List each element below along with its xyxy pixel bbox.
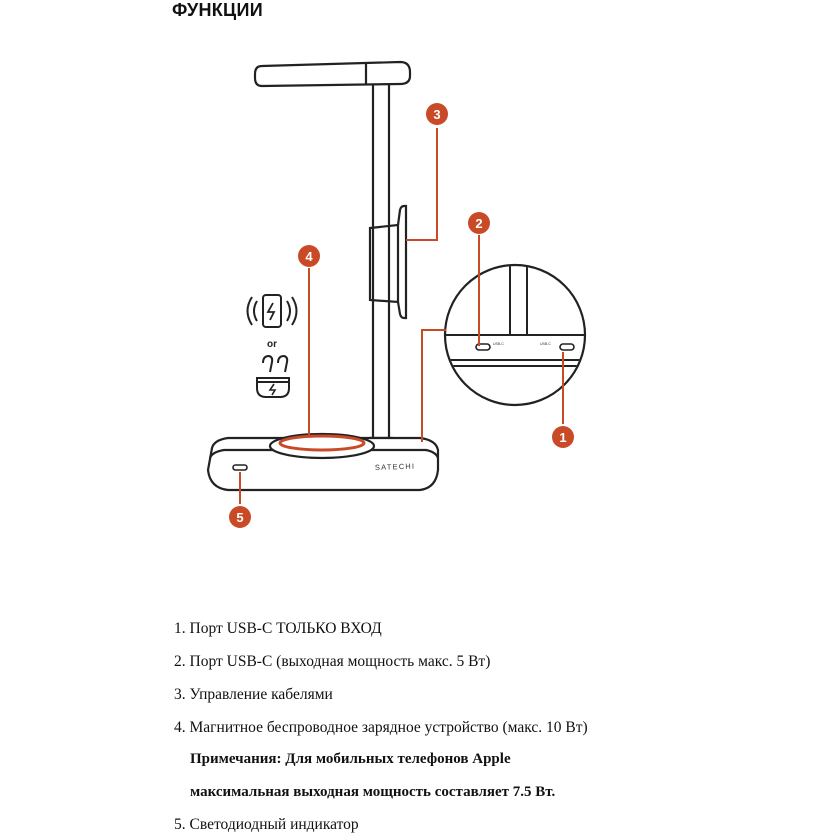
- svg-text:1: 1: [559, 430, 567, 445]
- callout-5: [229, 506, 251, 528]
- callout-2: [468, 212, 490, 234]
- list-item: [174, 653, 490, 671]
- list-number: 3.: [174, 686, 186, 703]
- list-item: [174, 686, 333, 704]
- list-text: Магнитное беспроводное зарядное устройство (макс. 10 Вт): [189, 719, 588, 736]
- list-text: Порт USB-C ТОЛЬКО ВХОД: [189, 620, 382, 637]
- svg-text:2: 2: [475, 216, 483, 231]
- list-number: 2.: [174, 653, 186, 670]
- list-text: Светодиодный индикатор: [189, 816, 359, 833]
- brand-label: SATECHI: [374, 461, 416, 472]
- note-line-1: Примечания: Для мобильных телефонов Apple: [190, 751, 511, 767]
- callout-1: [552, 426, 574, 448]
- callout-4: [298, 245, 320, 267]
- svg-text:5: 5: [236, 510, 244, 525]
- zoom-leader-line: [422, 330, 446, 442]
- stand-pole: [370, 84, 392, 444]
- list-item: [174, 719, 588, 737]
- port-input-label: USB-C: [540, 342, 551, 346]
- port-output-label: USB-C: [493, 342, 504, 346]
- list-item: [174, 816, 359, 834]
- list-number: 4.: [174, 719, 186, 736]
- list-text: Порт USB-C (выходная мощность макс. 5 Вт): [189, 653, 491, 670]
- page-title: ФУНКЦИИ: [172, 0, 263, 20]
- list-text: Управление кабелями: [189, 686, 333, 703]
- earbuds-case-icon: [257, 356, 289, 397]
- svg-text:4: 4: [305, 249, 313, 264]
- list-item: [174, 620, 382, 638]
- note-line-2: максимальная выходная мощность составляет 7.5 Вт.: [190, 784, 556, 800]
- list-number: 1.: [174, 620, 186, 637]
- or-label: or: [267, 339, 277, 350]
- svg-text:3: 3: [433, 107, 441, 122]
- list-number: 5.: [174, 816, 186, 833]
- port-zoom-view: [440, 262, 590, 405]
- wireless-phone-icon: [248, 295, 297, 327]
- stand-top-bar: [255, 62, 410, 86]
- callout-3: [426, 103, 448, 125]
